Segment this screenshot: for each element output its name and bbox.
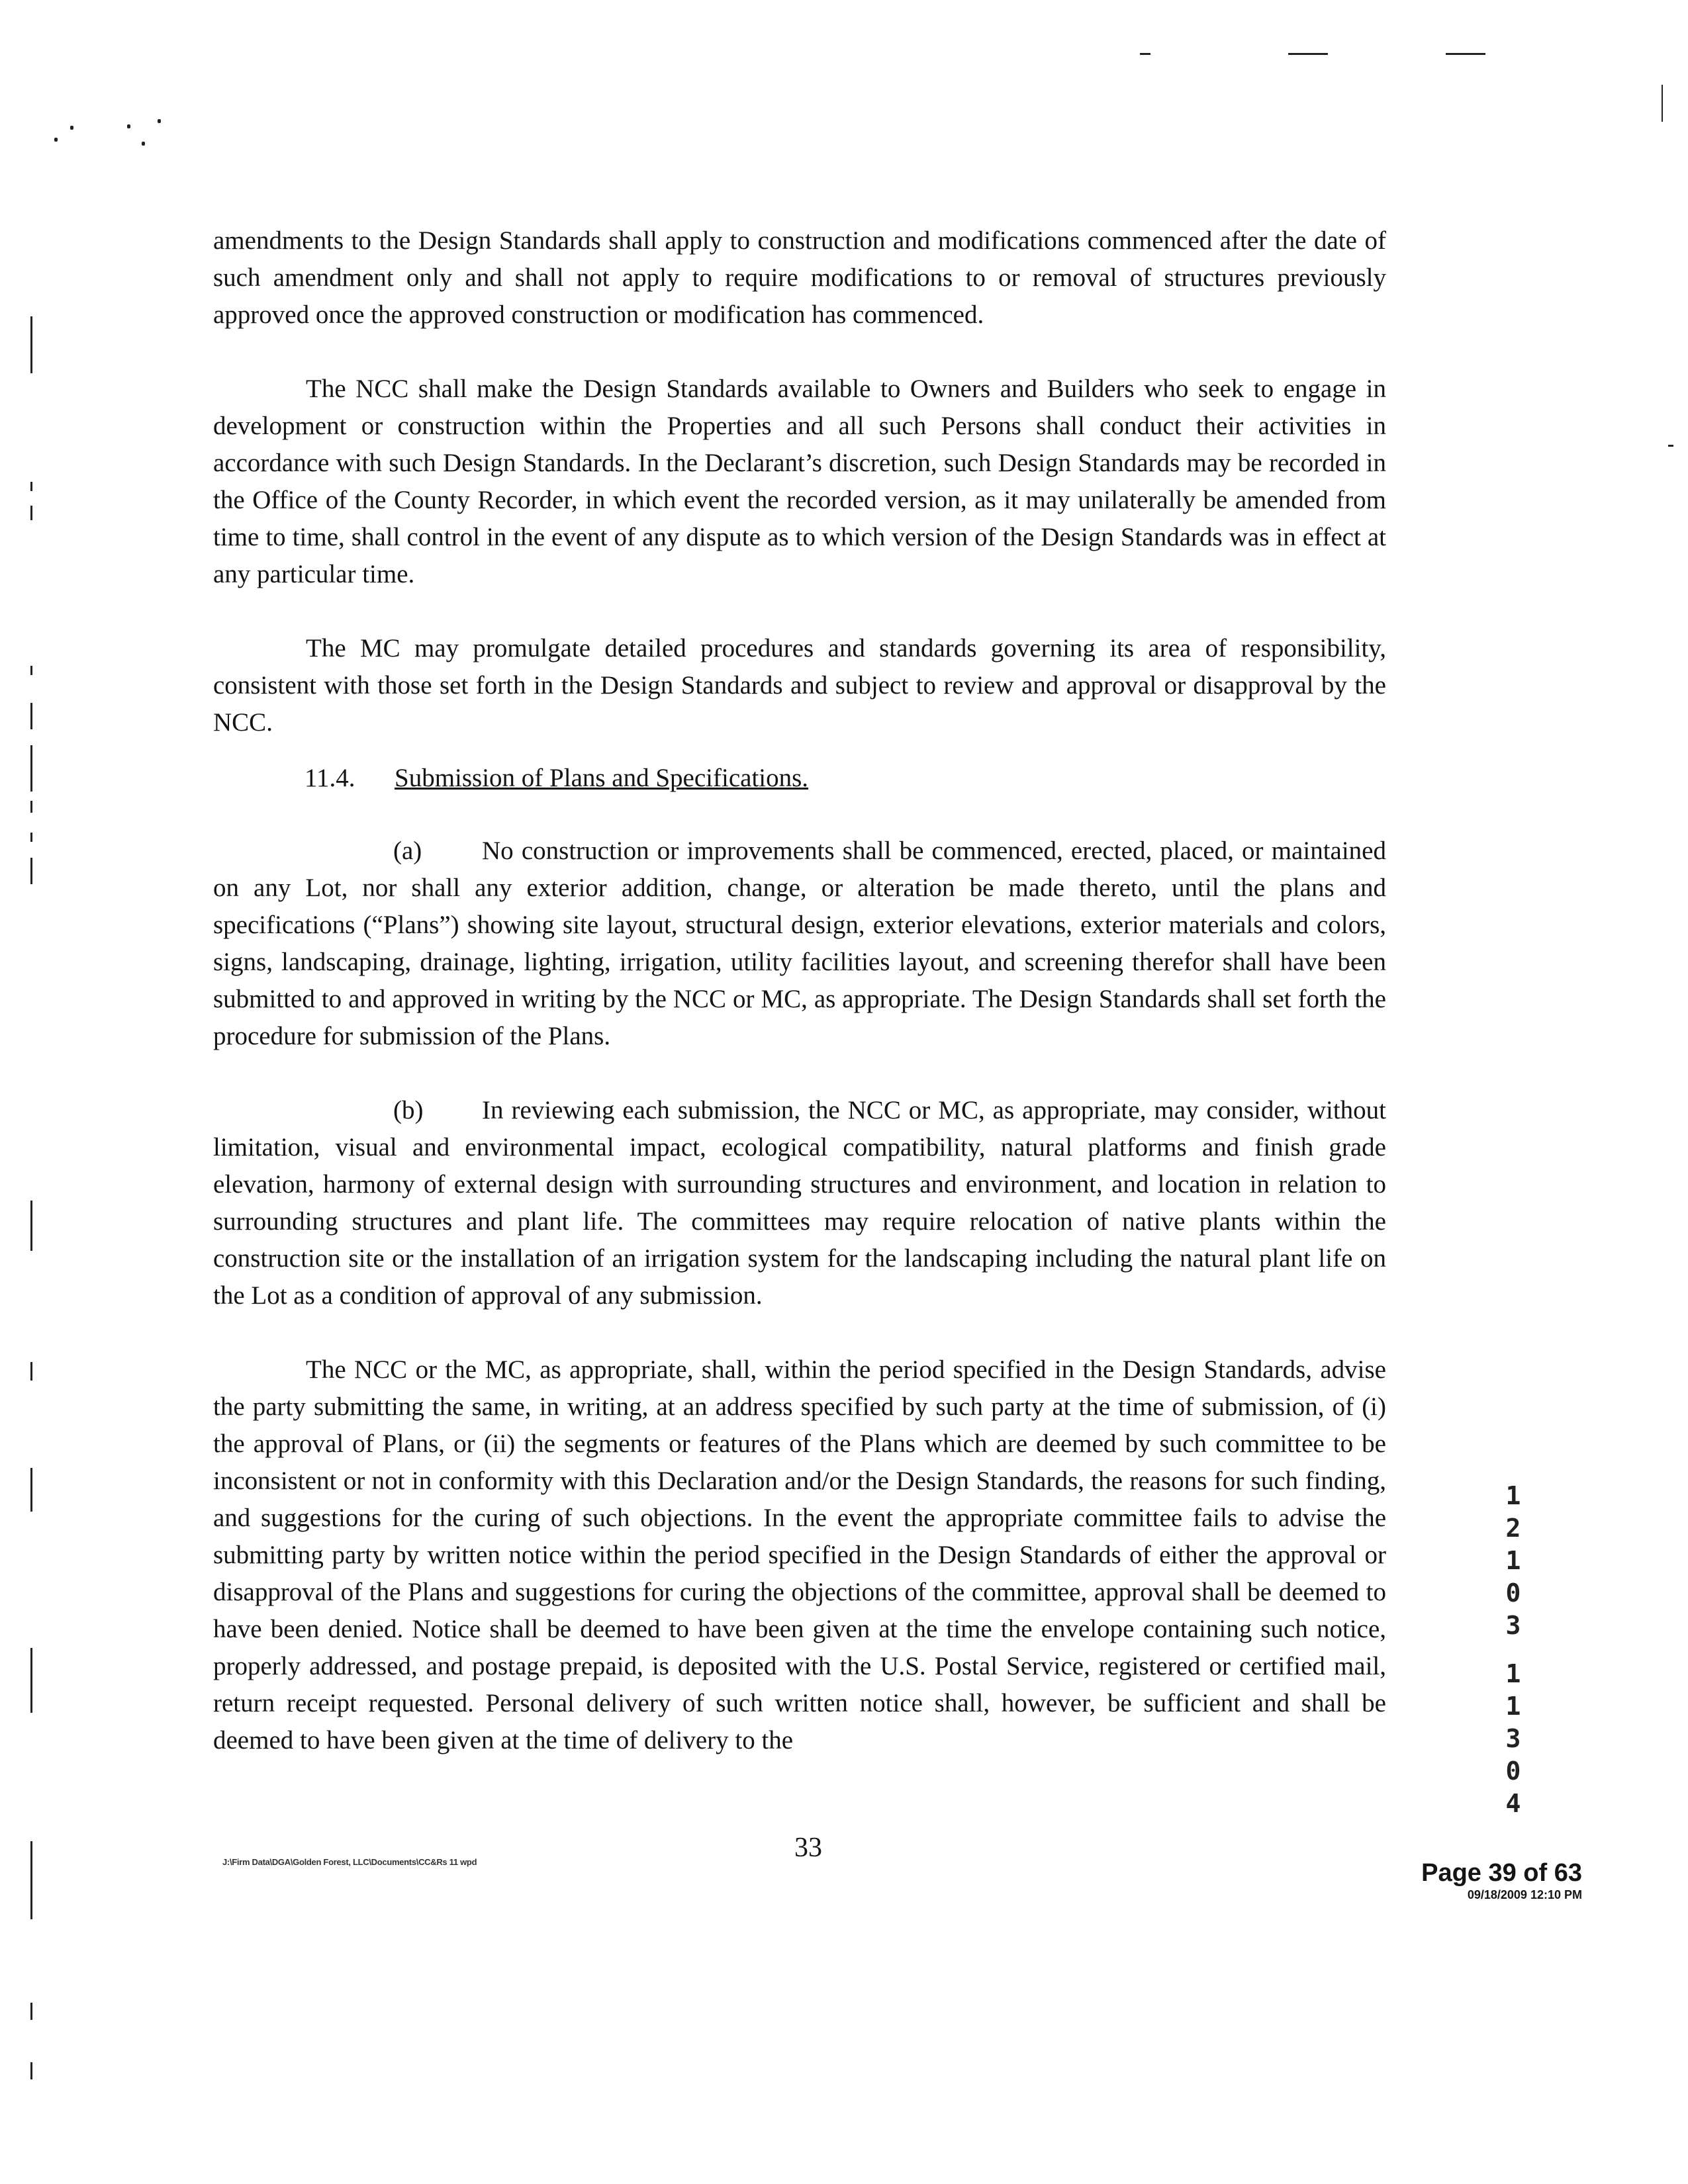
scan-speck-2 bbox=[127, 124, 130, 128]
subparagraph-a-text: No construction or improvements shall be commenced, erected, placed, or maintained on any Lot, nor shall any exterior addition, change, or alteration be made thereto, until the plans and specifications (“Plans”) showing site layout, structural design, exterior elevations, exterior materials and colors, signs, landscaping, drainage, lighting, irrigation, utility facilities layout, and screening therefor shall have been submitted to and approved in writing by the NCC or MC, as appropriate. The Design Standards shall set forth the procedure for submission of the Plans. bbox=[213, 837, 1386, 1050]
recording-digit: 1 bbox=[1505, 1546, 1521, 1575]
recording-digit: 1 bbox=[1505, 1659, 1521, 1688]
recording-digit: 1 bbox=[1505, 1692, 1521, 1721]
subparagraph-a-label: (a) bbox=[393, 837, 422, 865]
scan-mark-left-line-2 bbox=[30, 482, 32, 491]
recording-digit: 3 bbox=[1505, 1724, 1521, 1753]
scan-mark-left-line-1 bbox=[30, 316, 32, 373]
scan-mark-left-line-5 bbox=[30, 703, 32, 729]
paragraph-mc-procedures: The MC may promulgate detailed procedures and standards governing its area of responsibility, consistent with those set forth in the Design Standards and subject to review and approval or disapproval by the NCC. bbox=[213, 634, 1386, 737]
scan-mark-top-dash-1 bbox=[1140, 53, 1150, 55]
stamp-page-count: Page 39 of 63 bbox=[1421, 1859, 1582, 1887]
scan-speck-4 bbox=[54, 138, 58, 142]
recording-digit: 3 bbox=[1505, 1611, 1521, 1640]
subparagraph-a bbox=[213, 833, 1386, 1055]
scan-speck-5 bbox=[142, 142, 145, 146]
scan-mark-left-line-15 bbox=[30, 2003, 32, 2020]
stamp-datetime: 09/18/2009 12:10 PM bbox=[1467, 1888, 1582, 1901]
scan-mark-left-line-16 bbox=[30, 2062, 32, 2079]
subparagraph-b-label: (b) bbox=[393, 1096, 424, 1124]
subparagraph-b-text: In reviewing each submission, the NCC or MC, as appropriate, may consider, without limitation, visual and environmental impact, ecological compatibility, natural platforms and finish grade elevation, harmony of external design with surrounding structures and environment, and location in relation to surrounding structures and plant life. The committees may require relocation of native plants within the construction site or the installation of an irrigation system for the landscaping including the natural plant life on the Lot as a condition of approval of any submission. bbox=[213, 1096, 1386, 1310]
section-number: 11.4. bbox=[305, 764, 355, 792]
scan-mark-left-line-12 bbox=[30, 1468, 32, 1512]
subparagraph-b bbox=[213, 1092, 1386, 1314]
scan-mark-top-dash-2 bbox=[1288, 53, 1328, 55]
recording-digit: 0 bbox=[1505, 1756, 1521, 1786]
scan-mark-left-line-13 bbox=[30, 1648, 32, 1713]
body-section-top bbox=[213, 222, 1386, 741]
scan-mark-left-line-7 bbox=[30, 801, 32, 813]
scan-mark-left-line-9 bbox=[30, 858, 32, 884]
paragraph-design-standards-availability: The NCC shall make the Design Standards available to Owners and Builders who seek to engage in development or construction within the Properties and all such Persons shall conduct their activities in accordance with such Design Standards. In the Declarant’s discretion, such Design Standards may be recorded in the Office of the County Recorder, in which event the recorded version, as it may unilaterally be amended from time to time, shall control in the event of any dispute as to which version of the Design Standards was in effect at any particular time. bbox=[213, 375, 1386, 588]
scan-mark-top-dash-3 bbox=[1446, 53, 1485, 55]
subparagraphs bbox=[213, 833, 1386, 1759]
scan-mark-left-line-8 bbox=[30, 833, 32, 842]
scan-mark-right-edge bbox=[1662, 85, 1663, 122]
paragraph-amendments: amendments to the Design Standards shall apply to construction and modifications commenced after the date of such amendment only and shall not apply to require modifications to or removal of structures previously approved once the approved construction or modification has commenced. bbox=[213, 226, 1386, 329]
recording-digit: 2 bbox=[1505, 1514, 1521, 1543]
scan-mark-left-line-14 bbox=[30, 1841, 32, 1919]
scan-mark-right-tick bbox=[1668, 445, 1673, 447]
scan-mark-left-line-6 bbox=[30, 745, 32, 792]
scan-mark-left-line-11 bbox=[30, 1362, 32, 1381]
scan-speck-3 bbox=[158, 119, 161, 123]
scan-speck-1 bbox=[70, 126, 73, 130]
scan-mark-left-line-4 bbox=[30, 666, 32, 675]
recording-digit: 1 bbox=[1505, 1481, 1521, 1510]
recording-digit: 4 bbox=[1505, 1789, 1521, 1818]
recording-number-stamp bbox=[1500, 1480, 1526, 1820]
page-number: 33 bbox=[794, 1833, 822, 1863]
scan-mark-left-line-3 bbox=[30, 506, 32, 520]
recording-digit: 0 bbox=[1505, 1578, 1521, 1608]
section-heading bbox=[305, 760, 808, 797]
paragraph-approval-notice: The NCC or the MC, as appropriate, shall, within the period specified in the Design Standards, advise the party submitting the same, in writing, at an address specified by such party at the time of submission, of (i) the approval of Plans, or (ii) the segments or features of the Plans which are deemed by such committee to be inconsistent or not in conformity with this Declaration and/or the Design Standards, the reasons for such finding, and suggestions for the curing of such objections. In the event the appropriate committee fails to advise the submitting party by written notice within the period specified in the Design Standards of either the approval or disapproval of the Plans and suggestions for curing the objections of the committee, approval shall be deemed to have been denied. Notice shall be deemed to have been given at the time the envelope containing such notice, properly addressed, and postage prepaid, is deposited with the U.S. Postal Service, registered or certified mail, return receipt requested. Personal delivery of such written notice shall, however, be sufficient and shall be deemed to have been given at the time of delivery to the bbox=[213, 1355, 1386, 1754]
scan-mark-left-line-10 bbox=[30, 1201, 32, 1251]
recording-gap bbox=[1500, 1642, 1526, 1658]
section-title: Submission of Plans and Specifications. bbox=[395, 764, 809, 792]
footer-file-path: J:\Firm Data\DGA\Golden Forest, LLC\Documents\CC&Rs 11 wpd bbox=[222, 1857, 477, 1867]
recorder-page-stamp bbox=[1421, 1858, 1582, 1902]
